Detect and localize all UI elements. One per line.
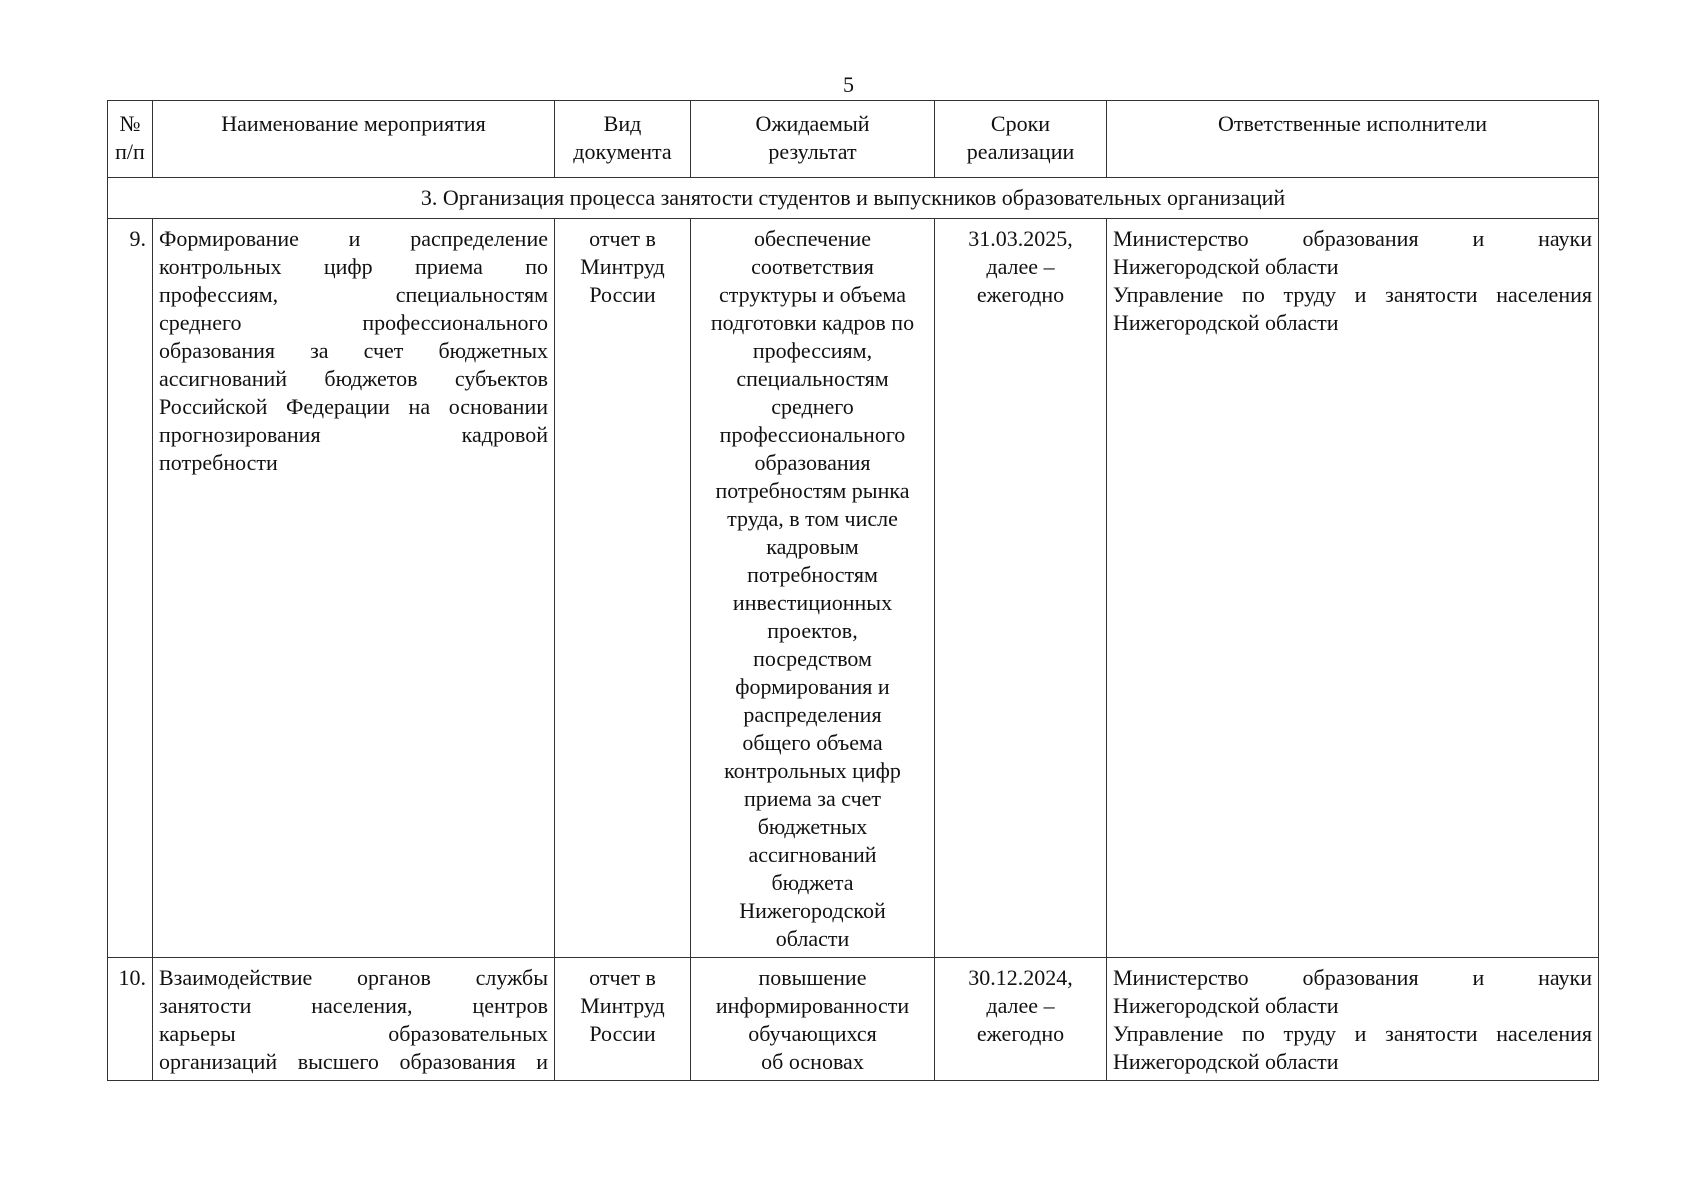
row-resp: Министерство образования и науки Нижегородской области Управление по труду и занятости населения Нижегородской области [1107, 219, 1599, 958]
header-terms: Сроки реализации [935, 101, 1107, 178]
row-name: Взаимодействие органов службы занятости населения, центров карьеры образовательных организаций высшего образования и [153, 958, 555, 1081]
row-num: 9. [108, 219, 153, 958]
table-row [108, 219, 1599, 958]
header-num: № п/п [108, 101, 153, 178]
row-name: Формирование и распределение контрольных цифр приема по профессиям, специальностям среднего профессионального образования за счет бюджетных ассигнований бюджетов субъектов Российской Федерации на основании прогнозирования кадровой потребности [153, 219, 555, 958]
row-doc: отчет в Минтруд России [555, 958, 691, 1081]
header-name: Наименование мероприятия [153, 101, 555, 178]
row-result: повышение информированности обучающихся об основах [691, 958, 935, 1081]
activities-table [107, 100, 1599, 1081]
section-title: 3. Организация процесса занятости студентов и выпускников образовательных организаций [108, 178, 1599, 219]
header-resp: Ответственные исполнители [1107, 101, 1599, 178]
row-resp: Министерство образования и науки Нижегородской области Управление по труду и занятости населения Нижегородской области [1107, 958, 1599, 1081]
header-result: Ожидаемый результат [691, 101, 935, 178]
table-row [108, 958, 1599, 1081]
row-num: 10. [108, 958, 153, 1081]
row-terms: 30.12.2024, далее – ежегодно [935, 958, 1107, 1081]
section-row [108, 178, 1599, 219]
table-header-row [108, 101, 1599, 178]
row-terms: 31.03.2025, далее – ежегодно [935, 219, 1107, 958]
row-result: обеспечение соответствия структуры и объема подготовки кадров по профессиям, специальностям среднего профессионального образования потребностям рынка труда, в том числе кадровым потребностям инвестиционных проектов, посредством формирования и распределения общего объема контрольных цифр приема за счет бюджетных ассигнований бюджета Нижегородской области [691, 219, 935, 958]
page-number: 5 [843, 72, 854, 97]
header-doc: Вид документа [555, 101, 691, 178]
row-doc: отчет в Минтруд России [555, 219, 691, 958]
